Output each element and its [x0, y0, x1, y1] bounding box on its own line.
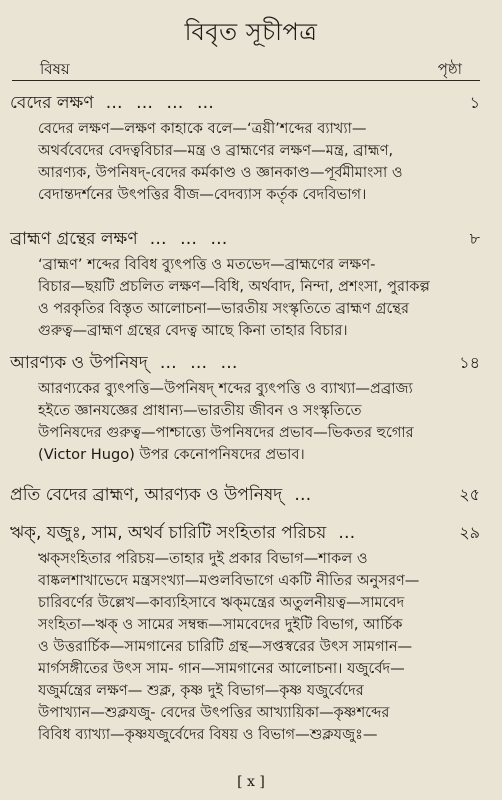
description-line: সংহিতা—ঋক্‌ ও সামের সম্বন্ধ—সামবেদের দুইটি বিভাগ, আর্চিক — [38, 616, 403, 633]
leader-dots: … … … — [159, 353, 242, 373]
description-line: গুরুত্ব—ব্রাহ্মণ গ্রন্থের বেদত্ব আছে কিনা তাহার বিচার। — [38, 322, 348, 339]
description-line: ও পরকৃতির বিস্তৃত আলোচনা—ভারতীয় সংস্কৃতিতে ব্রাহ্মণ গ্রন্থের — [38, 300, 409, 317]
toc-entry — [10, 226, 480, 342]
toc-entry-title: প্রতি বেদের ব্রাহ্মণ, আরণ্যক ও উপনিষদ্‌ — [10, 485, 283, 505]
toc-page-number: ১ — [469, 93, 480, 112]
description-line: মার্গসঙ্গীতের উৎস সাম- গান—সামগানের আলোচনা। যজুর্বেদ— — [38, 660, 405, 677]
toc-entry — [10, 90, 480, 206]
description-line: বাষ্কলশাখাভেদে মন্ত্রসংখ্যা—মণ্ডলবিভাগে একটি নীতির অনুসরণ— — [38, 572, 420, 589]
toc-page-number: ১৪ — [459, 353, 480, 372]
toc-entry-heading — [10, 520, 480, 548]
toc-page-number: ২৯ — [459, 523, 480, 542]
leader-dots: … — [294, 485, 316, 505]
header-rule — [12, 80, 480, 81]
leader-dots: … … … — [149, 229, 232, 249]
description-line: যজুর্মন্ত্রের লক্ষণ— শুক্ল, কৃষ্ণ দুই বিভাগ—কৃষ্ণ যজুর্বেদের — [38, 682, 364, 699]
description-line: বিবিধ ব্যাখ্যা—কৃষ্ণযজুর্বেদের বিষয় ও বিভাগ—শুক্লযজুঃ— — [38, 726, 378, 743]
description-line: উপনিষদের গুরুত্ব—পাশ্চাত্ত্যে উপনিষদের প্রভাব—ভিকতর হুগোর — [38, 424, 414, 441]
toc-entry-title: আরণ্যক ও উপনিষদ্‌ — [10, 353, 148, 373]
toc-entry-description — [38, 118, 474, 206]
description-line: হইতে জ্ঞানযজ্ঞের প্রাধান্য—ভারতীয় জীবন ও সংস্কৃতিতে — [38, 402, 362, 419]
description-line: বেদের লক্ষণ—লক্ষণ কাহাকে বলে—‘ত্রয়ী’শব্দের ব্যাখ্যা— — [38, 120, 367, 137]
toc-entry-heading — [10, 350, 480, 378]
page-column-label: পৃষ্ঠা — [437, 60, 462, 78]
toc-page-number: ২৫ — [459, 485, 480, 504]
leader-dots: … — [338, 523, 360, 543]
description-line: (Victor Hugo) উপর কেনোপনিষদের প্রভাব। — [38, 446, 305, 463]
toc-entry-heading — [10, 226, 480, 254]
page-footer-number: [ x ] — [237, 774, 265, 790]
description-line: বেদান্তদর্শনের উৎপত্তির বীজ—বেদব্যাস কর্তৃক বেদবিভাগ। — [38, 186, 367, 203]
toc-entry-title: বেদের লক্ষণ — [10, 93, 94, 113]
toc-page-number: ৮ — [469, 229, 480, 248]
description-line: বিচার—ছয়টি প্রচলিত লক্ষণ—বিধি, অর্থবাদ, নিন্দা, প্রশংসা, পুরাকল্প — [38, 278, 430, 295]
description-line: ঋক্‌সংহিতার পরিচয়—তাহার দুই প্রকার বিভাগ—শাকল ও — [38, 550, 368, 567]
description-line: অথর্ববেদের বেদত্ববিচার—মন্ত্র ও ব্রাহ্মণের লক্ষণ—মন্ত্র, ব্রাহ্মণ, — [38, 142, 394, 159]
toc-entry-description — [38, 548, 474, 746]
toc-entry-title: ব্রাহ্মণ গ্রন্থের লক্ষণ — [10, 229, 138, 249]
subject-column-label: বিষয় — [40, 60, 70, 78]
description-line: ও উত্তরার্চিক—সামগানের চারিটি গ্রন্থ—সপ্তস্বরের উৎস সামগান— — [38, 638, 413, 655]
description-line: চারিবর্ণের উল্লেখ—কাব্যহিসাবে ঋক্‌মন্ত্রের অতুলনীয়ত্ব—সামবেদ — [38, 594, 405, 611]
toc-entry-heading — [10, 482, 480, 510]
description-line: উপাখ্যান—শুক্লযজু- বেদের উৎপত্তির আখ্যায়িকা—কৃষ্ণশব্দের — [38, 704, 390, 721]
description-line: আরণ্যক, উপনিষদ্‌-বেদের কর্মকাণ্ড ও জ্ঞানকাণ্ড—পূর্বমীমাংসা ও — [38, 164, 403, 181]
description-line: আরণ্যকের ব্যুৎপত্তি—উপনিষদ্‌ শব্দের ব্যুৎপত্তি ও ব্যাখ্যা—প্রব্রাজ্য — [38, 380, 413, 397]
toc-entry-description — [38, 378, 474, 466]
description-line: ‘ব্রাহ্মণ’ শব্দের বিবিধ ব্যুৎপত্তি ও মতভেদ—ব্রাহ্মণের লক্ষণ- — [38, 256, 376, 273]
toc-entry-title: ঋক্‌, যজুঃ, সাম, অথর্ব চারিটি সংহিতার পরিচয় — [10, 523, 327, 543]
toc-entry-heading — [10, 90, 480, 118]
toc-entry-description — [38, 254, 474, 342]
toc-entry — [10, 520, 480, 746]
leader-dots: … … … … — [105, 93, 218, 113]
toc-entry — [10, 482, 480, 510]
toc-entry — [10, 350, 480, 466]
page-title: বিবৃত সূচীপত্র — [184, 18, 318, 46]
